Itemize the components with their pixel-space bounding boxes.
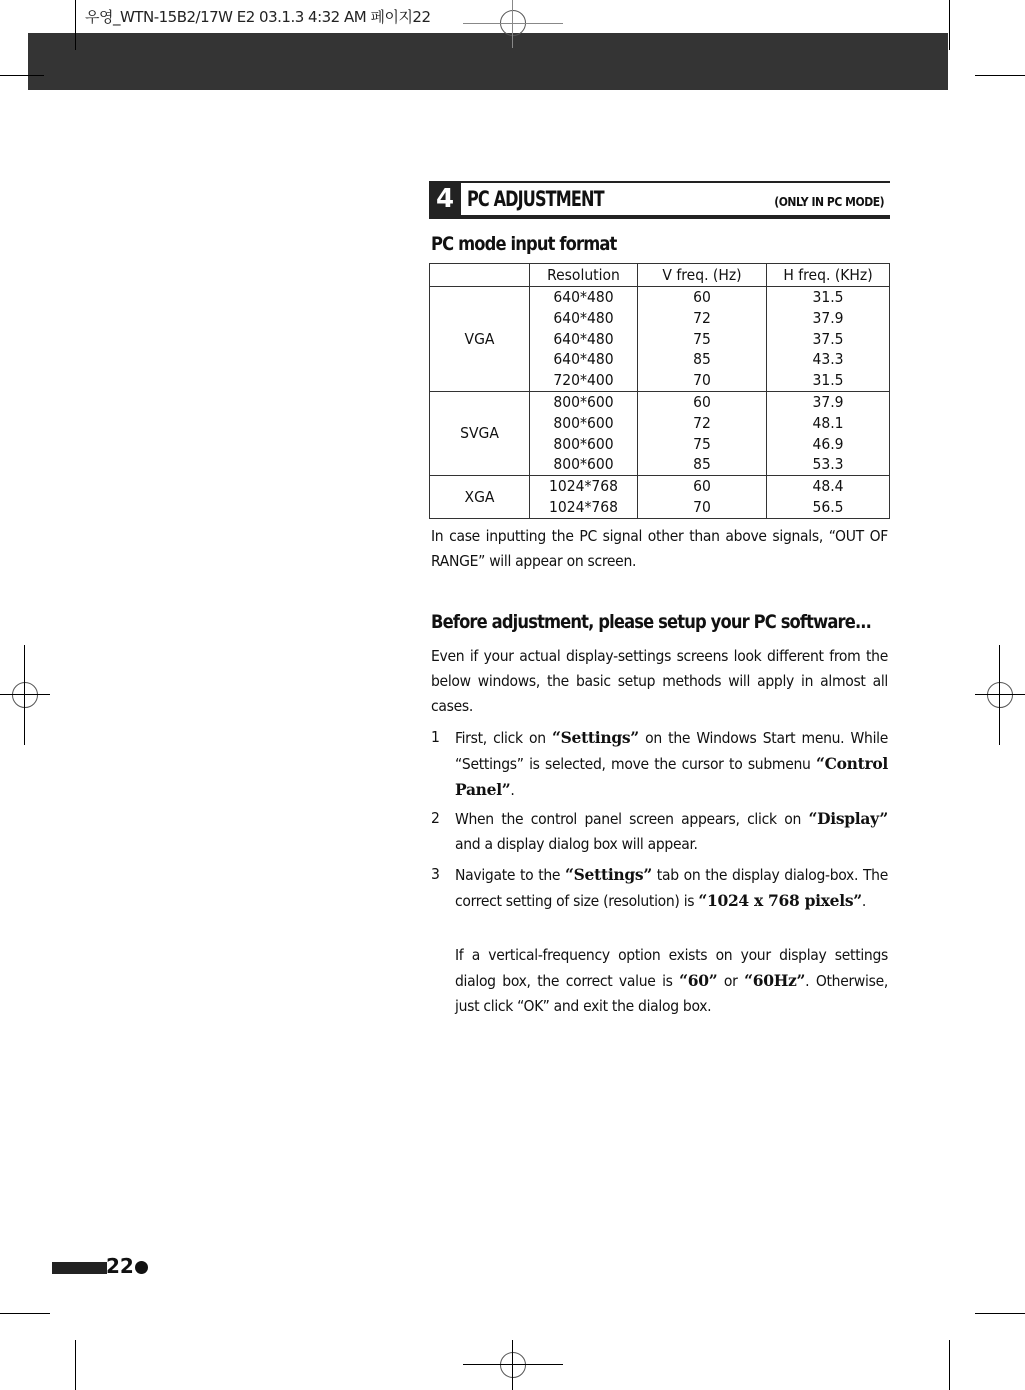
step-text: and a display dialog box will appear.	[455, 835, 698, 853]
section-number: 4	[429, 181, 461, 217]
table-cell: 800*600	[530, 434, 638, 455]
input-format-note: In case inputting the PC signal other than above signals, “OUT OF RANGE” will appear on screen.	[431, 527, 888, 570]
registration-mark-icon	[987, 682, 1013, 708]
crop-mark	[949, 1340, 950, 1390]
table-cell: 60	[638, 476, 767, 497]
crop-mark	[463, 1364, 563, 1365]
table-cell: 800*600	[530, 454, 638, 475]
step-emphasis: “Settings”	[565, 865, 652, 884]
step-text: .	[861, 892, 866, 910]
table-cell: 640*480	[530, 287, 638, 308]
print-slug: 우영_WTN-15B2/17W E2 03.1.3 4:32 AM 페이지22	[85, 8, 431, 26]
mode-cell: SVGA	[430, 391, 530, 475]
section-note: (ONLY IN PC MODE)	[774, 195, 884, 209]
table-cell: 85	[638, 454, 767, 475]
table-cell: 37.5	[767, 329, 890, 350]
page-number-bar	[52, 1262, 107, 1274]
mode-group	[430, 287, 890, 392]
mode-group	[430, 476, 890, 519]
table-cell: 640*480	[530, 308, 638, 329]
step-text: First, click on	[455, 729, 552, 747]
step-3	[431, 862, 888, 914]
crop-mark	[463, 23, 563, 24]
step-text: . Otherwise, just click “OK” and exit the dialog box.	[455, 972, 888, 1015]
section-header	[429, 181, 890, 219]
column-header	[430, 264, 530, 287]
crop-mark	[949, 0, 950, 50]
crop-mark	[75, 0, 76, 50]
step-number: 3	[431, 865, 440, 883]
crop-mark	[0, 75, 44, 76]
crop-mark	[0, 694, 50, 695]
column-header: Resolution	[530, 264, 638, 287]
column-header: V freq. (Hz)	[638, 264, 767, 287]
step-emphasis: “60”	[679, 971, 718, 990]
table-cell: 43.3	[767, 349, 890, 370]
header-bar	[28, 33, 948, 90]
table-cell: 48.4	[767, 476, 890, 497]
crop-mark	[999, 645, 1000, 745]
registration-mark-icon	[500, 1352, 526, 1378]
mode-group	[430, 391, 890, 475]
table-cell: 640*480	[530, 329, 638, 350]
table-cell: 60	[638, 287, 767, 308]
input-format-table	[429, 263, 890, 519]
table-cell: 1024*768	[530, 476, 638, 497]
step-text: or	[717, 972, 745, 990]
table-cell: 75	[638, 434, 767, 455]
step-emphasis: “60Hz”	[744, 971, 806, 990]
table-cell: 53.3	[767, 454, 890, 475]
table-cell: 31.5	[767, 370, 890, 391]
step-3-extra	[431, 943, 888, 1019]
table-cell: 72	[638, 308, 767, 329]
table-cell: 85	[638, 349, 767, 370]
mode-cell: XGA	[430, 476, 530, 519]
crop-mark	[0, 1313, 50, 1314]
registration-mark-icon	[12, 682, 38, 708]
bullet-dot-icon	[135, 1261, 148, 1274]
crop-mark	[512, 0, 513, 48]
table-cell: 31.5	[767, 287, 890, 308]
input-format-heading: PC mode input format	[431, 233, 617, 255]
crop-mark	[975, 694, 1025, 695]
table-cell: 37.9	[767, 308, 890, 329]
setup-intro: Even if your actual display-settings screens look different from the below windows, the basic setup methods will apply in almost all cases.	[431, 647, 888, 715]
table-cell: 46.9	[767, 434, 890, 455]
step-text: .	[510, 781, 515, 799]
table-cell: 1024*768	[530, 497, 638, 518]
step-text: tab on the display dialog-box. The correct setting of size (resolution) is	[455, 866, 888, 910]
step-number: 2	[431, 809, 440, 827]
table-cell: 37.9	[767, 391, 890, 412]
mode-cell: VGA	[430, 287, 530, 392]
table-cell: 800*600	[530, 391, 638, 412]
step-text: on the Windows Start menu. While “Settings” is selected, move the cursor to submenu	[455, 729, 889, 773]
crop-mark	[975, 1313, 1025, 1314]
step-2	[431, 806, 888, 857]
step-number: 1	[431, 728, 440, 746]
table-cell: 48.1	[767, 413, 890, 434]
crop-mark	[24, 645, 25, 745]
step-text: Navigate to the	[455, 866, 566, 884]
crop-mark	[512, 1340, 513, 1390]
step-emphasis: “Settings”	[552, 728, 639, 747]
crop-mark	[975, 75, 1025, 76]
table-row	[430, 391, 890, 412]
table-cell: 800*600	[530, 413, 638, 434]
table-cell: 70	[638, 497, 767, 518]
crop-mark	[75, 1340, 76, 1390]
step-1	[431, 725, 888, 803]
table-cell: 60	[638, 391, 767, 412]
step-emphasis: “Control Panel”	[455, 754, 888, 799]
table-cell: 72	[638, 413, 767, 434]
table-row	[430, 287, 890, 308]
step-emphasis: “Display”	[808, 809, 888, 828]
section-title: PC ADJUSTMENT	[467, 187, 604, 211]
table-cell: 56.5	[767, 497, 890, 518]
page-number: 22	[106, 1254, 134, 1278]
table-row	[430, 476, 890, 497]
step-text: If a vertical-frequency option exists on your display settings dialog box, the correct value is	[455, 946, 888, 990]
table-cell: 720*400	[530, 370, 638, 391]
table-cell: 75	[638, 329, 767, 350]
step-emphasis: “1024 x 768 pixels”	[698, 891, 862, 910]
table-cell: 70	[638, 370, 767, 391]
table-cell: 640*480	[530, 349, 638, 370]
setup-heading: Before adjustment, please setup your PC software...	[431, 611, 871, 633]
step-text: When the control panel screen appears, click on	[455, 810, 809, 828]
column-header: H freq. (KHz)	[767, 264, 890, 287]
